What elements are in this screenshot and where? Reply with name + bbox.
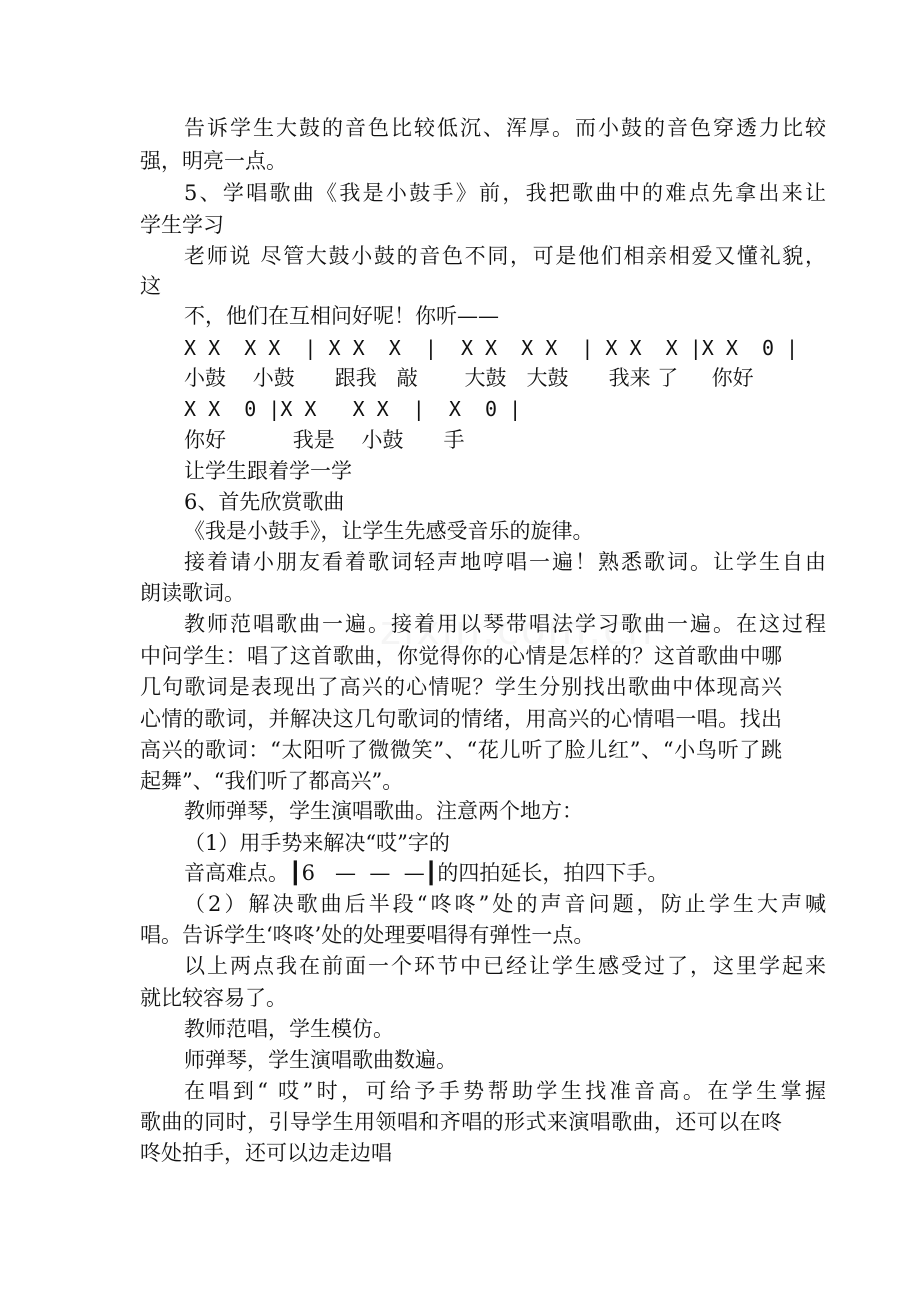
paragraph-line: 师弹琴，学生演唱歌曲数遍。: [184, 1048, 457, 1072]
paragraph-line: 告诉学生大鼓的音色比较低沉、浑厚。而小鼓的音色穿透力比较: [184, 116, 826, 140]
paragraph-line: 让学生跟着学一学: [184, 459, 352, 483]
rhythm-notation-line: X X X X | X X X | X X X X | X X X |X X 0 |: [184, 336, 799, 360]
paragraph-line: 6、首先欣赏歌曲: [184, 490, 345, 514]
paragraph-line: 《我是小鼓手》，让学生先感受音乐的旋律。: [184, 519, 594, 543]
paragraph-line: 教师范唱，学生模仿。: [184, 1017, 394, 1041]
paragraph-line: 歌曲的同时，引导学生用领唱和齐唱的形式来演唱歌曲，还可以在咚: [140, 1110, 782, 1134]
paragraph-line: 中问学生：唱了这首歌曲，你觉得你的心情是怎样的？这首歌曲中哪: [140, 644, 782, 668]
lyrics-line: 你好 我是 小鼓 手: [184, 428, 465, 452]
paragraph-line: 以上两点我在前面一个环节中已经让学生感受过了，这里学起来: [184, 954, 826, 978]
paragraph-line: 朗读歌词。: [140, 581, 245, 605]
lyrics-line: 小鼓 小鼓 跟我 敲 大鼓 大鼓 我来 了 你好: [184, 366, 754, 390]
paragraph-line: 强，明亮一点。: [140, 149, 287, 173]
paragraph-line: 学生学习: [140, 213, 224, 237]
paragraph-line: 教师范唱歌曲一遍。接着用以琴带唱法学习歌曲一遍。在这过程: [184, 612, 826, 636]
paragraph-line: 几句歌词是表现出了高兴的心情呢？学生分别找出歌曲中体现高兴: [140, 675, 782, 699]
paragraph-line: 就比较容易了。: [140, 986, 287, 1010]
paragraph-line: 心情的歌词，并解决这几句歌词的情绪，用高兴的心情唱一唱。找出: [140, 707, 782, 731]
paragraph-line: （2）解决歌曲后半段“咚咚”处的声音问题，防止学生大声喊: [184, 892, 826, 916]
paragraph-line: 接着请小朋友看着歌词轻声地哼唱一遍！熟悉歌词。让学生自由: [184, 550, 826, 574]
rhythm-notation-line: X X 0 |X X X X | X 0 |: [184, 397, 522, 421]
paragraph-line: 唱。告诉学生‘咚咚’处的处理要唱得有弹性一点。: [140, 923, 595, 947]
paragraph-line: 教师弹琴，学生演唱歌曲。注意两个地方：: [184, 799, 583, 823]
paragraph-line: 高兴的歌词：“太阳听了微微笑”、“花儿听了脸儿红”、“小鸟听了跳: [140, 738, 782, 762]
paragraph-line: 5、学唱歌曲《我是小鼓手》前，我把歌曲中的难点先拿出来让: [184, 181, 826, 205]
paragraph-line: 音高难点。┃6 — — —┃的四拍延长，拍四下手。: [184, 861, 669, 885]
paragraph-line: 不，他们在互相问好呢！你听——: [184, 304, 499, 328]
paragraph-line: 起舞”、“我们听了都高兴”。: [140, 769, 404, 793]
paragraph-line: 这: [140, 274, 161, 298]
paragraph-line: （1）用手势来解决“哎”字的: [184, 831, 450, 855]
paragraph-line: 在唱到“ 哎”时，可给予手势帮助学生找准音高。在学生掌握: [184, 1079, 826, 1103]
paragraph-line: 咚处拍手，还可以边走边唱: [140, 1141, 392, 1165]
paragraph-line: 老师说 尽管大鼓小鼓的音色不同，可是他们相亲相爱又懂礼貌，: [184, 244, 826, 268]
